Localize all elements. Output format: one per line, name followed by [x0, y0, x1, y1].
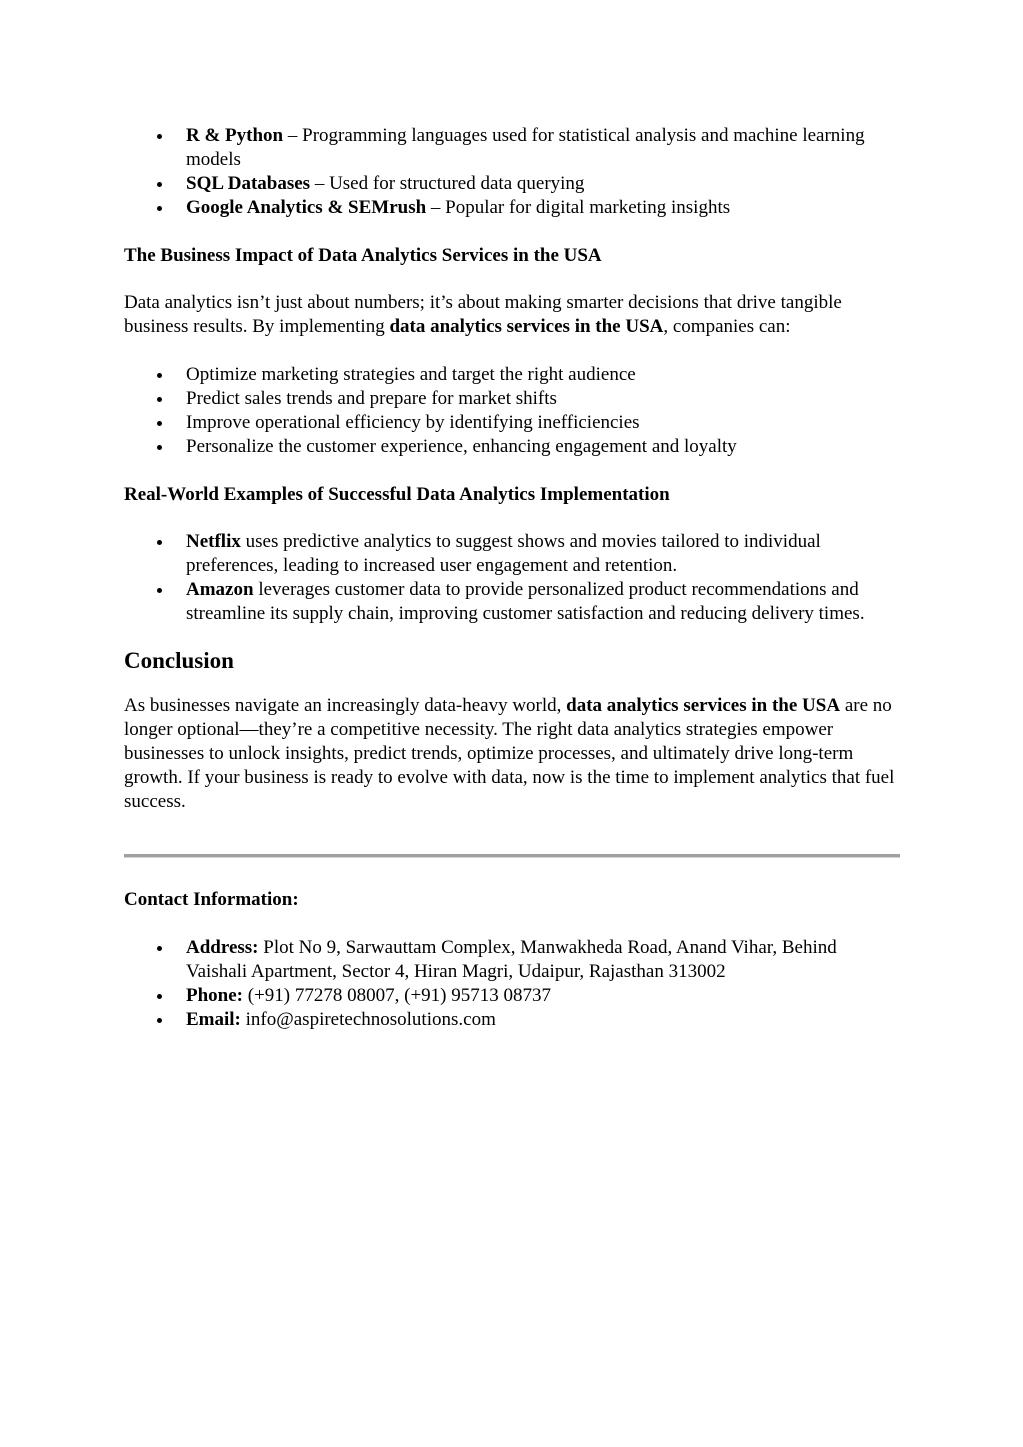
list-item [124, 196, 900, 220]
document-page [124, 124, 900, 1032]
impact-text-before: Data analytics isn’t just about numbers; it’s about making smarter decisions that drive tangible business results. By implementing [124, 292, 842, 337]
conclusion-text-after: are no longer optional—they’re a competitive necessity. The right data analytics strategies empower businesses to unlock insights, predict trends, optimize processes, and ultimately drive long-term growth. If your business is ready to evolve with data, now is the time to implement analytics that fuel success. [124, 695, 895, 812]
impact-text-after: , companies can: [663, 316, 791, 337]
conclusion-text-before: As businesses navigate an increasingly data-heavy world, [124, 695, 567, 716]
contact-phone [124, 984, 900, 1008]
example-desc: uses predictive analytics to suggest shows and movies tailored to individual preferences, leading to increased user engagement and retention. [186, 531, 821, 576]
tool-desc: – Programming languages used for statistical analysis and machine learning models [186, 125, 865, 170]
list-item [124, 172, 900, 196]
tool-name: R & Python [186, 125, 284, 146]
list-item: Personalize the customer experience, enhancing engagement and loyalty [124, 435, 900, 459]
phone-label: Phone: [186, 985, 243, 1006]
contact-email [124, 1008, 900, 1032]
tool-desc: – Used for structured data querying [310, 173, 585, 194]
conclusion-heading: Conclusion [124, 648, 234, 673]
phone-value: (+91) 77278 08007, (+91) 95713 08737 [243, 985, 551, 1006]
example-name: Amazon [186, 579, 254, 600]
tool-name: Google Analytics & SEMrush [186, 197, 427, 218]
impact-heading: The Business Impact of Data Analytics Services in the USA [124, 245, 602, 266]
email-label: Email: [186, 1009, 241, 1030]
horizontal-divider [124, 854, 900, 858]
list-item [124, 578, 900, 626]
address-label: Address: [186, 937, 259, 958]
impact-paragraph [124, 291, 900, 339]
examples-heading: Real-World Examples of Successful Data Analytics Implementation [124, 484, 670, 505]
impact-text-bold: data analytics services in the USA [389, 316, 664, 337]
list-item: Improve operational efficiency by identifying inefficiencies [124, 411, 900, 435]
conclusion-text-bold: data analytics services in the USA [566, 695, 841, 716]
tools-list [124, 124, 900, 220]
impact-list [124, 363, 900, 459]
email-value: info@aspiretechnosolutions.com [240, 1009, 496, 1030]
list-item: Optimize marketing strategies and target the right audience [124, 363, 900, 387]
list-item [124, 124, 900, 172]
contact-heading: Contact Information: [124, 889, 299, 910]
conclusion-paragraph [124, 694, 900, 814]
list-item [124, 530, 900, 578]
example-name: Netflix [186, 531, 241, 552]
contact-list [124, 936, 900, 1032]
contact-address [124, 936, 900, 984]
examples-list [124, 530, 900, 626]
tool-desc: – Popular for digital marketing insights [426, 197, 731, 218]
address-value: Plot No 9, Sarwauttam Complex, Manwakheda Road, Anand Vihar, Behind Vaishali Apartment, Sector 4, Hiran Magri, Udaipur, Rajasthan 313002 [186, 937, 837, 982]
example-desc: leverages customer data to provide personalized product recommendations and streamline its supply chain, improving customer satisfaction and reducing delivery times. [186, 579, 865, 624]
tool-name: SQL Databases [186, 173, 311, 194]
list-item: Predict sales trends and prepare for market shifts [124, 387, 900, 411]
